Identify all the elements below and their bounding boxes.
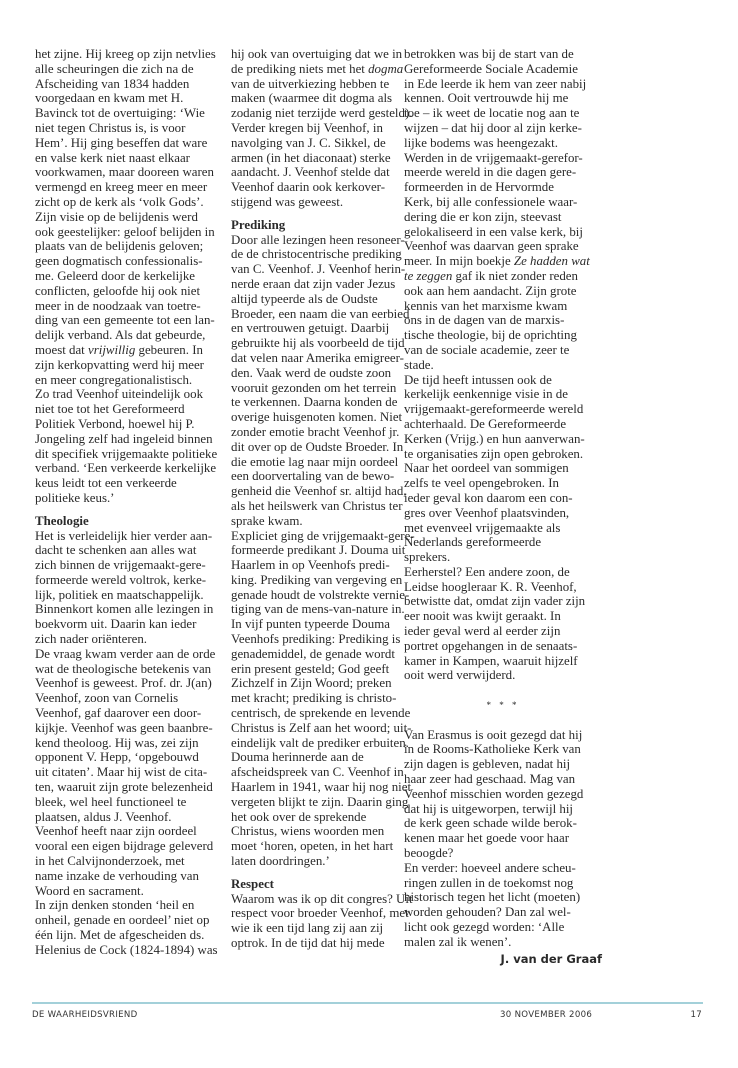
text-line: kenen maar het goede voor haar: [404, 831, 569, 846]
text-line: Veenhofs prediking: Prediking is: [231, 632, 401, 647]
text-line: eindelijk valt de prediker erbuiten.: [231, 735, 409, 750]
text-line: voorgedaan en kwam met H.: [35, 91, 184, 106]
text-line: vooral een eigen bijdrage geleverd: [35, 839, 214, 854]
text-line: Het is verleidelijk hier verder aan-: [35, 528, 213, 543]
text-line: ringen zullen in de toekomst nog: [404, 875, 574, 890]
text-line: Haarlem in op Veenhofs predi-: [231, 558, 390, 573]
text-line: gres over Veenhof plaatsvinden,: [404, 505, 570, 520]
text-line: Veenhof is geweest. Prof. dr. J(an): [35, 676, 212, 691]
paragraph-spacer: [404, 683, 602, 698]
text-line: politieke keus.’: [35, 490, 115, 505]
footer-magazine-name: DE WAARHEIDSVRIEND: [32, 1010, 138, 1020]
text-line: meer in de noodzaak van toetre-: [35, 298, 201, 313]
text-line: den. Vaak werd de oudste zoon: [231, 365, 392, 380]
text-line: licht ook gezegd worden: ‘Alle: [404, 920, 565, 935]
italic-title-text: Ze hadden wat: [513, 254, 590, 269]
text-line: dat hij is uitgeworpen, terwijl hij: [404, 801, 573, 816]
text-line: vooruit gezonden om het terrein: [231, 380, 397, 395]
text-line: zonder emotie bracht Veenhof jr.: [231, 424, 400, 439]
text-line: altijd typeerde als de Oudste: [231, 291, 378, 306]
text-line: ons in de dagen van de marxis-: [404, 313, 565, 328]
article-column-3: [404, 47, 602, 966]
text-line: verband. ‘Een verkeerde kerkelijke: [35, 461, 217, 476]
text-line: In vijf punten typeerde Douma: [231, 617, 390, 632]
text-line: king. Prediking van vergeving en: [231, 572, 403, 587]
text-line: toe – ik weet de locatie nog aan te: [404, 106, 580, 121]
article-column-1: [35, 47, 227, 958]
text-line: zelfs te veel opengebroken. In: [404, 476, 559, 491]
section-heading: Respect: [231, 876, 274, 891]
text-line: sprekers.: [404, 550, 451, 565]
text-line: en meer congregationalistisch.: [35, 372, 193, 387]
text-line: Binnenkort komen alle lezingen in: [35, 602, 214, 617]
text-line: boekvorm uit. Daarin kan ieder: [35, 617, 197, 632]
text-line: plaats van de belijdenis geloven;: [35, 239, 204, 254]
footer-divider: [32, 1002, 703, 1004]
text-line: De vraag kwam verder aan de orde: [35, 646, 216, 661]
text-line: vrijgemaakt-gereformeerde wereld: [404, 402, 584, 417]
text-line: kerkelijk eenkennige visie in de: [404, 387, 568, 402]
text-line: dit specifiek vrijgemaakte politieke: [35, 446, 218, 461]
text-line: ding van een gemeente tot een lan-: [35, 313, 215, 328]
text-line: kend theoloog. Hij was, zei zijn: [35, 735, 199, 750]
text-line: ooit werd verwijderd.: [404, 668, 516, 683]
text-line: stijgend was geweest.: [231, 194, 344, 209]
text-line: Veenhof heeft naar zijn oordeel: [35, 824, 197, 839]
text-line: Afscheiding van 1834 hadden: [35, 76, 190, 91]
text-line: afscheidspreek van C. Veenhof in: [231, 765, 404, 780]
text-line: [404, 269, 602, 284]
text-line: Van Erasmus is ooit gezegd dat hij: [404, 727, 583, 742]
text-line: dacht te schenken aan alles wat: [35, 543, 197, 558]
text-line: navolging van J. C. Sikkel, de: [231, 135, 386, 150]
text-line: zijn dagen is gebleven, nadat hij: [404, 757, 571, 772]
text-line: wijzen – dat hij door al zijn kerke-: [404, 120, 582, 135]
text-line: Helenius de Cock (1824-1894) was: [35, 942, 218, 957]
text-line: genheid die Veenhof sr. altijd had,: [231, 484, 407, 499]
text-line: zich binnen de vrijgemaakt-gere-: [35, 558, 206, 573]
text-line: zich nader oriënteren.: [35, 632, 148, 647]
text-line: Leidse hoogleraar K. R. Veenhof,: [404, 579, 577, 594]
text-line: plaatsen, aldus J. Veenhof.: [35, 809, 172, 824]
text-line: formeerde wereld voltrok, kerke-: [35, 572, 207, 587]
text-line: conflicten, geloofde hij ook niet: [35, 283, 201, 298]
text-line: zodanig niet terzijde werd gesteld).: [231, 106, 413, 121]
text-line: Kerken (Vrijg.) en hun aanverwan-: [404, 431, 585, 446]
text-line: zijn kerkopvatting werd hij meer: [35, 357, 204, 372]
text-line: ieder geval werd al eerder zijn: [404, 624, 561, 639]
text-line: formeerde predikant J. Douma uit: [231, 543, 406, 558]
text-line: formeerden in de Hervormde: [404, 180, 554, 195]
text-line: kennen. Ooit vertrouwde hij me: [404, 91, 569, 106]
paragraph-spacer: [231, 869, 403, 877]
text-line: Gereformeerde Sociale Academie: [404, 61, 578, 76]
italic-title-text: te zeggen: [404, 268, 453, 283]
paragraph-spacer: [231, 210, 403, 218]
italic-title-text: dogma: [368, 61, 404, 76]
text-line: alle scheuringen die zich na de: [35, 61, 194, 76]
text-line: In zijn denken stonden ‘heil en: [35, 898, 195, 913]
text-line: Hem’. Hij ging beseffen dat ware: [35, 135, 208, 150]
text-line: Veenhof was daarvan geen sprake: [404, 239, 579, 254]
text-line: nerde eraan dat zijn vader Jezus: [231, 276, 396, 291]
text-line: optrok. In de tijd dat hij mede: [231, 936, 385, 951]
paragraph-spacer: [404, 713, 602, 728]
italic-title-text: vrijwillig: [88, 342, 136, 357]
text-segment: gaf ik niet zonder reden: [452, 268, 578, 283]
text-line: malen zal ik wenen’.: [404, 934, 512, 949]
footer-date: 30 NOVEMBER 2006: [500, 1010, 593, 1020]
text-line: portret opgehangen in de senaats-: [404, 638, 578, 653]
text-line: niet toe tot het Gereformeerd: [35, 402, 185, 417]
footer-page-number: 17: [690, 1010, 702, 1020]
text-line: gebruikte hij als voorbeeld de tijd: [231, 336, 405, 351]
text-line: uit citaten’. Maar hij wist de cita-: [35, 765, 208, 780]
text-line: Door alle lezingen heen resoneer-: [231, 232, 405, 247]
text-line: moet ‘horen, opeten, in het hart: [231, 839, 394, 854]
text-line: van de sociale academie, zeer te: [404, 342, 570, 357]
text-line: en vertrouwen getuigt. Daarbij: [231, 321, 390, 336]
text-line: Woord en sacrament.: [35, 883, 144, 898]
text-line: als het heilswerk van Christus ter: [231, 498, 403, 513]
text-line: de kerk geen schade wilde berok-: [404, 816, 577, 831]
text-line: betrokken was bij de start van de: [404, 47, 574, 61]
text-line: De tijd heeft intussen ook de: [404, 372, 552, 387]
text-line: de de christocentrische prediking: [231, 247, 402, 262]
text-line: dering die er kon zijn, steevast: [404, 209, 562, 224]
text-segment: meer. In mijn boekje: [404, 254, 514, 269]
text-line: zicht op de kerk als ‘volk Gods’.: [35, 194, 204, 209]
text-line: Jongeling zelf had ingeleid binnen: [35, 431, 213, 446]
text-line: in Ede leerde ik hem van zeer nabij: [404, 76, 587, 91]
text-line: dat velen naar Amerika emigreer-: [231, 350, 404, 365]
text-line: bleek, wel heel functioneel te: [35, 794, 187, 809]
text-line: geen dogmatisch confessionalis-: [35, 254, 203, 269]
text-line: Veenhof daarin ook kerkover-: [231, 180, 386, 195]
text-line: Kerk, bij alle confessionele waar-: [404, 194, 578, 209]
text-line: Veenhof, zoon van Cornelis: [35, 691, 179, 706]
paragraph-spacer: [35, 506, 227, 514]
text-line: delijk verband. Als dat gebeurde,: [35, 328, 206, 343]
text-line: worden gehouden? Dan zal wel-: [404, 905, 571, 920]
text-line: aandacht. J. Veenhof stelde dat: [231, 165, 390, 180]
text-segment: moest dat: [35, 342, 88, 357]
text-line: Politiek Verbond, hoewel hij P.: [35, 416, 195, 431]
text-line: wie ik een tijd lang zij aan zij: [231, 921, 384, 936]
text-line: keus leidt tot een verkeerde: [35, 476, 177, 491]
text-line: me. Geleerd door de kerkelijke: [35, 268, 195, 283]
text-line: in de Rooms-Katholieke Kerk van: [404, 742, 581, 757]
text-line: Naar het oordeel van sommigen: [404, 461, 569, 476]
text-line: ten, waaruit zijn grote belezenheid: [35, 780, 213, 795]
section-break-stars: * * *: [486, 700, 520, 711]
text-line: te organisaties zijn open gebroken.: [404, 446, 584, 461]
text-line: historisch tegen het licht (moeten): [404, 890, 581, 905]
text-line: [404, 254, 602, 269]
text-line: centrisch, de sprekende en levende: [231, 706, 411, 721]
text-line: stade.: [404, 357, 434, 372]
text-line: tiging van de mens-van-nature in.: [231, 602, 405, 617]
text-line: [231, 62, 403, 77]
text-line: één lijn. Met de afgescheiden ds.: [35, 928, 205, 943]
text-line: Bavinck tot de overtuiging: ‘Wie: [35, 106, 205, 121]
text-line: met kracht; prediking is christo-: [231, 691, 397, 706]
text-line: Christus, wiens woorden men: [231, 824, 385, 839]
text-line: Haarlem in 1941, waar hij nog niet: [231, 780, 412, 795]
text-line: betwistte dat, omdat zijn vader zijn: [404, 594, 586, 609]
text-segment: de prediking niets met het: [231, 61, 369, 76]
text-line: kennis van het marxisme kwam: [404, 298, 568, 313]
text-line: Nederlands gereformeerde: [404, 535, 542, 550]
text-line: achterhaald. De Gereformeerde: [404, 416, 567, 431]
text-line: en valse kerk niet naast elkaar: [35, 150, 190, 165]
text-line: vermengd en kreeg meer en meer: [35, 180, 208, 195]
article-column-2: [231, 47, 415, 951]
text-line: ook aan hem aandacht. Zijn grote: [404, 283, 577, 298]
text-line: Verder kregen bij Veenhof, in: [231, 120, 383, 135]
text-line: wat de theologische betekenis van: [35, 661, 212, 676]
text-line: met evenveel vrijgemaakte als: [404, 520, 561, 535]
text-line: genademiddel, de genade wordt: [231, 646, 395, 661]
text-line: Expliciet ging de vrijgemaakt-gere-: [231, 528, 415, 543]
text-line: meerde wereld in die dagen gere-: [404, 165, 577, 180]
text-line: onheil, genade en oordeel’ niet op: [35, 913, 210, 928]
text-line: het zijne. Hij kreeg op zijn netvlies: [35, 47, 216, 61]
text-line: kijkje. Veenhof was geen baanbre-: [35, 720, 213, 735]
text-line: Zijn visie op de belijdenis werd: [35, 209, 198, 224]
text-line: gelokaliseerd in een valse kerk, bij: [404, 224, 583, 239]
text-line: hij ook van overtuiging dat we in: [231, 47, 403, 61]
text-line: Waarom was ik op dit congres? Uit: [231, 891, 413, 906]
text-line: in het Calvijnonderzoek, met: [35, 854, 185, 869]
text-line: sprake kwam.: [231, 513, 303, 528]
text-line: niet tegen Christus is, is voor: [35, 120, 186, 135]
text-line: tische theologie, bij de oprichting: [404, 328, 577, 343]
text-line: erin present gesteld; God geeft: [231, 661, 390, 676]
text-line: ook geestelijker: geloof belijden in: [35, 224, 215, 239]
text-line: voorkwamen, maar dooreen waren: [35, 165, 214, 180]
text-line: Broeder, een naam die van eerbied: [231, 306, 410, 321]
text-line: laten doordringen.’: [231, 854, 330, 869]
text-line: te verkennen. Daarna konden de: [231, 395, 398, 410]
text-line: Werden in de vrijgemaakt-gerefor-: [404, 150, 583, 165]
text-line: dit over op de Oudste Broeder. In: [231, 439, 404, 454]
text-line: eer nooit was kwijt geraakt. In: [404, 609, 561, 624]
text-line: het ook over de sprekende: [231, 809, 367, 824]
text-line: kamer in Kampen, waaruit hijzelf: [404, 653, 578, 668]
text-line: Douma herinnerde aan de: [231, 750, 364, 765]
text-line: Zichzelf in Zijn Woord; preken: [231, 676, 392, 691]
text-line: En verder: hoeveel andere scheu-: [404, 860, 576, 875]
text-line: van de uitverkiezing hebben te: [231, 76, 390, 91]
text-line: Christus is Zelf aan het woord; uit-: [231, 720, 412, 735]
text-line: opponent V. Hepp, ‘opgebouwd: [35, 750, 199, 765]
text-line: Veenhof misschien worden gezegd: [404, 786, 584, 801]
text-line: lijke bodems was heengezakt.: [404, 135, 558, 150]
text-line: Zo trad Veenhof uiteindelijk ook: [35, 387, 204, 402]
text-line: genade houdt de volstrekte vernie-: [231, 587, 410, 602]
text-line: respect voor broeder Veenhof, met: [231, 906, 409, 921]
text-line: Veenhof, gaf daarover een door-: [35, 706, 202, 721]
text-line: haar zeer had geschaad. Mag van: [404, 772, 576, 787]
text-line: [35, 343, 227, 358]
section-heading: Theologie: [35, 513, 89, 528]
author-signature: J. van der Graaf: [500, 951, 602, 966]
text-line: armen (in het diaconaat) sterke: [231, 150, 391, 165]
text-line: overige huisgenoten komen. Niet: [231, 410, 403, 425]
text-line: van C. Veenhof. J. Veenhof herin-: [231, 262, 406, 277]
text-line: lijk, politiek en maatschappelijk.: [35, 587, 204, 602]
text-line: een doorvertaling van de bewo-: [231, 469, 395, 484]
text-line: die emotie lag naar mijn oordeel: [231, 454, 399, 469]
text-line: ieder geval kon daarom een con-: [404, 490, 573, 505]
text-line: maken (waarmee dit dogma als: [231, 91, 393, 106]
section-heading: Prediking: [231, 217, 286, 232]
text-line: vergeten blijkt te zijn. Daarin ging: [231, 794, 409, 809]
text-line: Eerherstel? Een andere zoon, de: [404, 564, 570, 579]
text-segment: gebeuren. In: [135, 342, 203, 357]
text-line: beoogde?: [404, 846, 454, 861]
text-line: name inzake de verhouding van: [35, 868, 199, 883]
